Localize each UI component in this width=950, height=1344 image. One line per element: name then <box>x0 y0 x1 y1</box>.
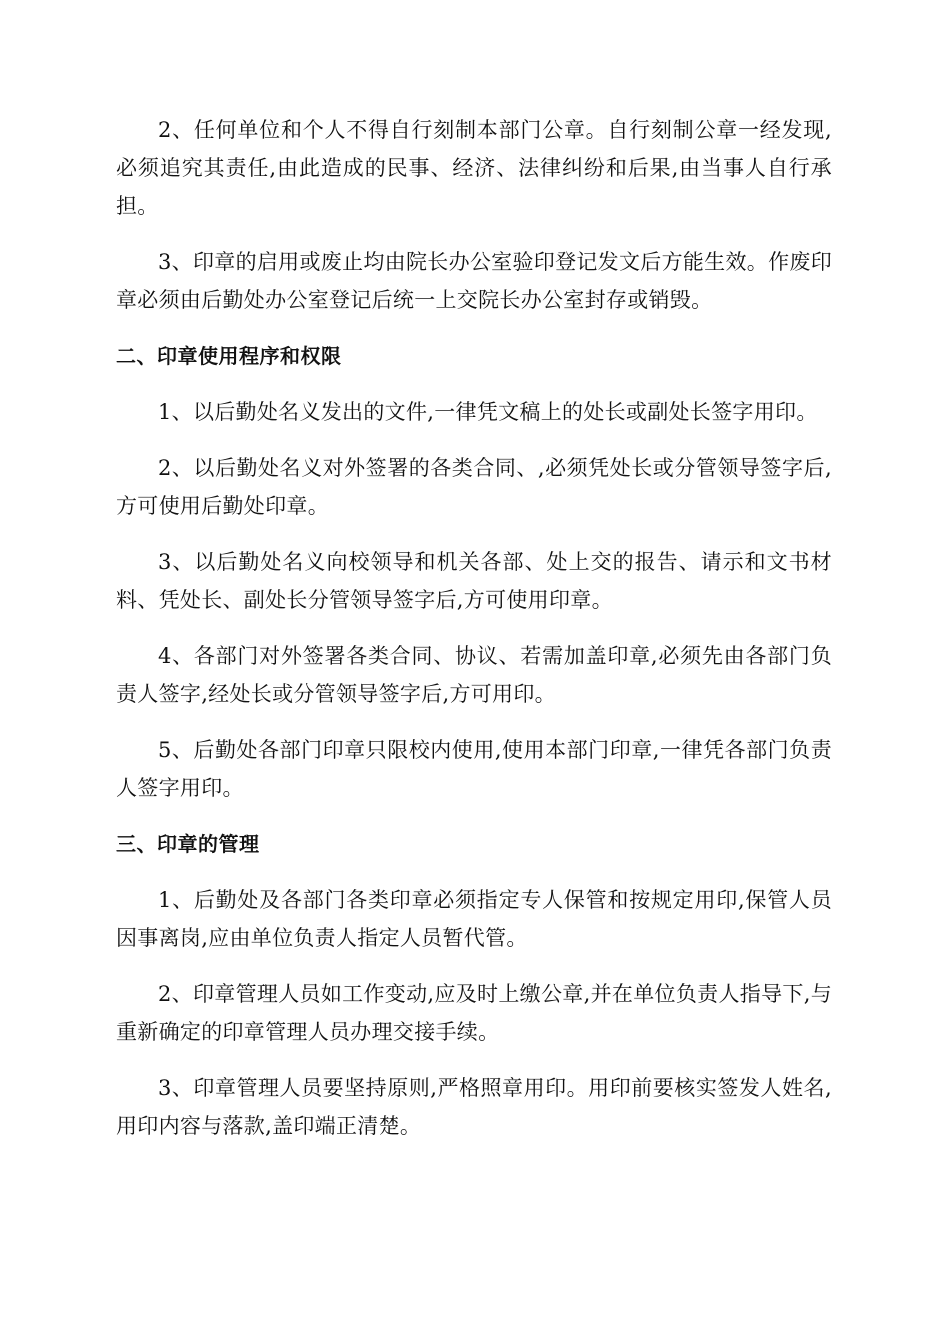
paragraph: 3、印章的启用或废止均由院长办公室验印登记发文后方能生效。作废印章必须由后勤处办公室登记后统一上交院长办公室封存或销毁。 <box>116 250 832 312</box>
paragraph: 1、后勤处及各部门各类印章必须指定专人保管和按规定用印,保管人员因事离岗,应由单位负责人指定人员暂代管。 <box>116 888 832 950</box>
paragraph: 3、印章管理人员要坚持原则,严格照章用印。用印前要核实签发人姓名,用印内容与落款,盖印端正清楚。 <box>116 1076 832 1138</box>
paragraph: 2、印章管理人员如工作变动,应及时上缴公章,并在单位负责人指导下,与重新确定的印章管理人员办理交接手续。 <box>116 982 832 1044</box>
section-heading: 二、印章使用程序和权限 <box>116 344 342 368</box>
document-page <box>116 111 832 1163</box>
paragraph: 3、以后勤处名义向校领导和机关各部、处上交的报告、请示和文书材料、凭处长、副处长分管领导签字后,方可使用印章。 <box>116 550 832 612</box>
paragraph: 4、各部门对外签署各类合同、协议、若需加盖印章,必须先由各部门负责人签字,经处长或分管领导签字后,方可用印。 <box>116 644 832 706</box>
paragraph: 2、任何单位和个人不得自行刻制本部门公章。自行刻制公章一经发现,必须追究其责任,由此造成的民事、经济、法律纠纷和后果,由当事人自行承担。 <box>116 118 832 218</box>
paragraph: 1、以后勤处名义发出的文件,一律凭文稿上的处长或副处长签字用印。 <box>158 400 818 424</box>
section-heading: 三、印章的管理 <box>116 832 260 856</box>
paragraph: 5、后勤处各部门印章只限校内使用,使用本部门印章,一律凭各部门负责人签字用印。 <box>116 738 832 800</box>
paragraph: 2、以后勤处名义对外签署的各类合同、,必须凭处长或分管领导签字后,方可使用后勤处印章。 <box>116 456 832 518</box>
